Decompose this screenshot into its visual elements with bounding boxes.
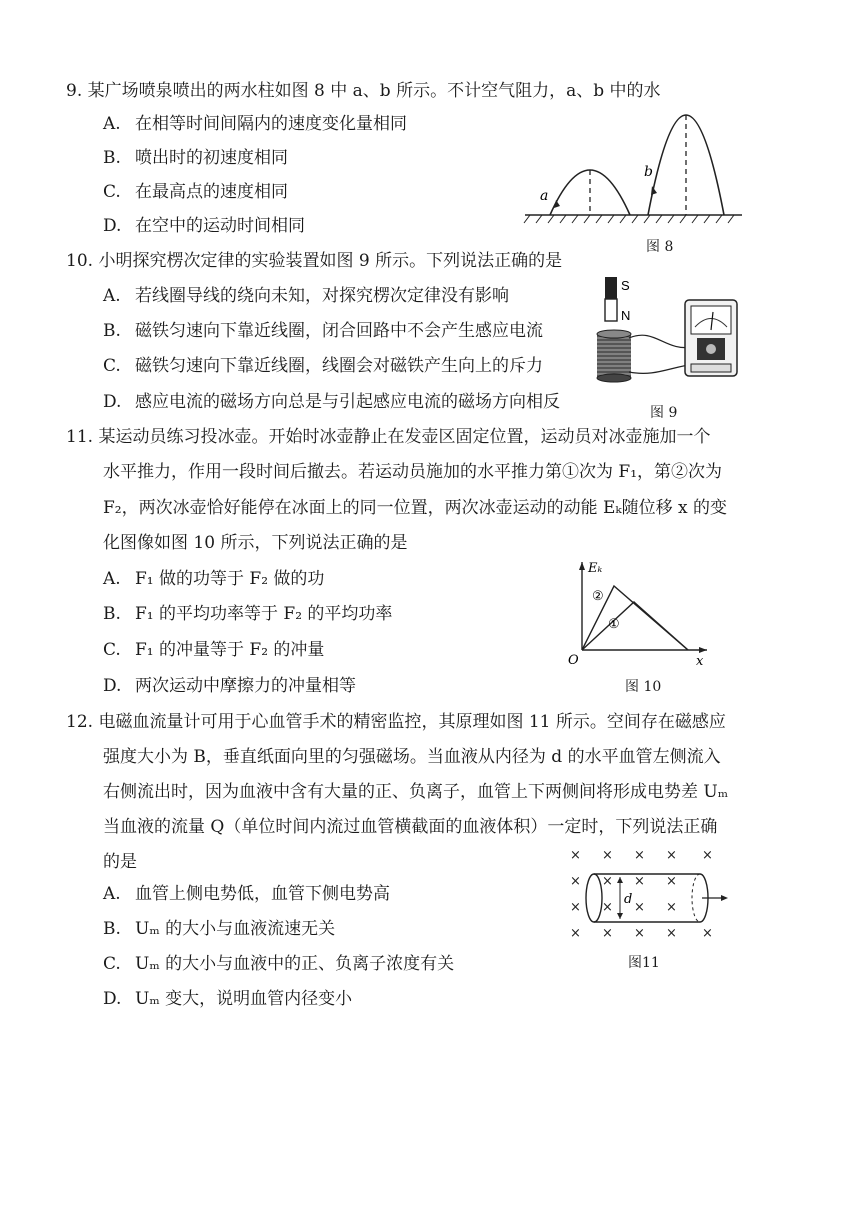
option-text: F₁ 的冲量等于 F₂ 的冲量	[135, 640, 325, 660]
q9-option-a	[103, 113, 407, 135]
q11-option-c	[103, 639, 324, 661]
svg-text:×: ×	[702, 848, 713, 863]
flow-arrow-icon	[721, 895, 728, 901]
q11-stem-line-2: 水平推力，作用一段时间后撤去。若运动员施加的水平推力第①次为 F₁，第②次为	[103, 462, 723, 482]
q12-option-b	[103, 918, 335, 940]
option-text: 在最高点的速度相同	[135, 182, 288, 202]
option-text: 在空中的运动时间相同	[135, 216, 305, 236]
option-letter: B.	[103, 604, 121, 624]
wire-1	[629, 335, 693, 347]
option-text: 两次运动中摩擦力的冲量相等	[135, 676, 356, 696]
q9-number: 9.	[66, 81, 83, 101]
option-text: Uₘ 的大小与血液流速无关	[135, 919, 336, 939]
q10-option-a	[103, 285, 509, 307]
figure-10-graph	[562, 556, 712, 671]
svg-text:×: ×	[602, 848, 613, 863]
curve-1	[582, 602, 688, 650]
q12-stem-line-5: 的是	[103, 852, 137, 872]
q11-option-a	[103, 568, 324, 590]
option-text: Uₘ 的大小与血液中的正、负离子浓度有关	[135, 954, 455, 974]
q11-stem-text: 某运动员练习投冰壶。开始时冰壶静止在发壶区固定位置，运动员对冰壶施加一个	[98, 427, 711, 447]
option-text: 磁铁匀速向下靠近线圈，线圈会对磁铁产生向上的斥力	[135, 356, 543, 376]
vessel-left-end	[586, 874, 602, 922]
svg-text:×: ×	[570, 874, 581, 889]
q11-option-d	[103, 675, 356, 697]
svg-text:×: ×	[602, 874, 613, 889]
galvanometer-base	[691, 364, 731, 372]
label-d: d	[624, 892, 633, 907]
svg-text:×: ×	[602, 926, 613, 941]
q10-option-b	[103, 320, 543, 342]
svg-text:×: ×	[666, 900, 677, 915]
svg-text:×: ×	[570, 926, 581, 941]
svg-text:×: ×	[570, 848, 581, 863]
coil-bottom	[597, 374, 631, 382]
q11-stem-line-1	[66, 426, 710, 448]
option-letter: D.	[103, 989, 122, 1009]
magnet-n-pole	[605, 299, 617, 321]
option-letter: A.	[103, 286, 121, 306]
label-n: N	[621, 308, 631, 323]
svg-text:×: ×	[634, 848, 645, 863]
label-origin: O	[568, 653, 579, 668]
option-letter: B.	[103, 919, 121, 939]
q12-stem-line-3: 右侧流出时，因为血液中含有大量的正、负离子，血管上下两侧间将形成电势差 Uₘ	[103, 782, 729, 802]
label-curve-2: ②	[592, 589, 604, 604]
q12-stem-line-1	[66, 711, 726, 733]
y-axis-arrow-icon	[579, 562, 585, 570]
q10-number: 10.	[66, 251, 94, 271]
svg-text:×: ×	[634, 900, 645, 915]
q9-option-b	[103, 147, 288, 169]
option-letter: B.	[103, 148, 121, 168]
q11-stem-line-4: 化图像如图 10 所示，下列说法正确的是	[103, 533, 408, 553]
ground-hatching	[524, 215, 734, 223]
q9-option-c	[103, 181, 288, 203]
option-text: 感应电流的磁场方向总是与引起感应电流的磁场方向相反	[135, 392, 560, 412]
option-letter: C.	[103, 640, 121, 660]
q10-option-c	[103, 355, 543, 377]
q9-stem-text: 某广场喷泉喷出的两水柱如图 8 中 a、b 所示。不计空气阻力，a、b 中的水	[87, 81, 661, 101]
q10-option-d	[103, 391, 560, 413]
option-letter: A.	[103, 114, 121, 134]
svg-text:×: ×	[702, 926, 713, 941]
svg-text:×: ×	[634, 874, 645, 889]
vessel-right-hidden	[692, 874, 700, 922]
label-b: b	[644, 164, 653, 180]
q11-stem-line-3: F₂，两次冰壶恰好能停在冰面上的同一位置，两次冰壶运动的动能 Eₖ随位移 x 的变	[103, 498, 728, 518]
option-text: 在相等时间间隔内的速度变化量相同	[135, 114, 407, 134]
q9-option-d	[103, 215, 305, 237]
option-letter: B.	[103, 321, 121, 341]
option-text: F₁ 的平均功率等于 F₂ 的平均功率	[135, 604, 393, 624]
option-letter: D.	[103, 676, 122, 696]
option-text: F₁ 做的功等于 F₂ 做的功	[135, 569, 325, 589]
q10-stem	[66, 250, 562, 272]
q12-option-d	[103, 988, 352, 1010]
svg-text:×: ×	[666, 848, 677, 863]
x-axis-arrow-icon	[699, 647, 707, 653]
option-letter: A.	[103, 569, 121, 589]
galvanometer-knob	[706, 344, 716, 354]
label-ek: Eₖ	[588, 561, 603, 576]
label-curve-1: ①	[608, 617, 620, 632]
option-letter: C.	[103, 356, 121, 376]
svg-text:×: ×	[570, 900, 581, 915]
option-text: Uₘ 变大，说明血管内径变小	[135, 989, 353, 1009]
label-s: S	[621, 278, 630, 293]
svg-text:×: ×	[666, 926, 677, 941]
coil-top	[597, 330, 631, 338]
option-text: 血管上侧电势低，血管下侧电势高	[135, 884, 390, 904]
figure-11-blood-vessel	[562, 845, 732, 945]
figure-8-caption: 图 8	[646, 239, 674, 255]
figure-9-caption: 图 9	[650, 405, 678, 421]
q9-stem	[66, 80, 661, 102]
option-text: 磁铁匀速向下靠近线圈，闭合回路中不会产生感应电流	[135, 321, 543, 341]
option-letter: A.	[103, 884, 121, 904]
coil	[597, 334, 631, 378]
option-text: 喷出时的初速度相同	[135, 148, 288, 168]
q11-option-b	[103, 603, 392, 625]
q12-stem-line-4: 当血液的流量 Q（单位时间内流过血管横截面的血液体积）一定时，下列说法正确	[103, 817, 718, 837]
svg-text:×: ×	[634, 926, 645, 941]
q12-number: 12.	[66, 712, 94, 732]
option-letter: C.	[103, 182, 121, 202]
option-letter: C.	[103, 954, 121, 974]
option-letter: D.	[103, 392, 122, 412]
figure-9-apparatus	[585, 272, 745, 397]
label-a: a	[540, 188, 549, 204]
q10-stem-text: 小明探究楞次定律的实验装置如图 9 所示。下列说法正确的是	[98, 251, 563, 271]
figure-11-caption: 图11	[628, 955, 660, 971]
magnet-s-pole	[605, 277, 617, 299]
label-x: x	[696, 654, 704, 669]
figure-8-fountain	[520, 100, 750, 230]
svg-text:×: ×	[602, 900, 613, 915]
q12-stem-text: 电磁血流量计可用于心血管手术的精密监控，其原理如图 11 所示。空间存在磁感应	[98, 712, 726, 732]
option-text: 若线圈导线的绕向未知，对探究楞次定律没有影响	[135, 286, 509, 306]
option-letter: D.	[103, 216, 122, 236]
figure-10-caption: 图 10	[625, 679, 662, 695]
q12-option-c	[103, 953, 454, 975]
q12-stem-line-2: 强度大小为 B，垂直纸面向里的匀强磁场。当血液从内径为 d 的水平血管左侧流入	[103, 747, 721, 767]
q12-option-a	[103, 883, 390, 905]
svg-text:×: ×	[666, 874, 677, 889]
q11-number: 11.	[66, 427, 94, 447]
